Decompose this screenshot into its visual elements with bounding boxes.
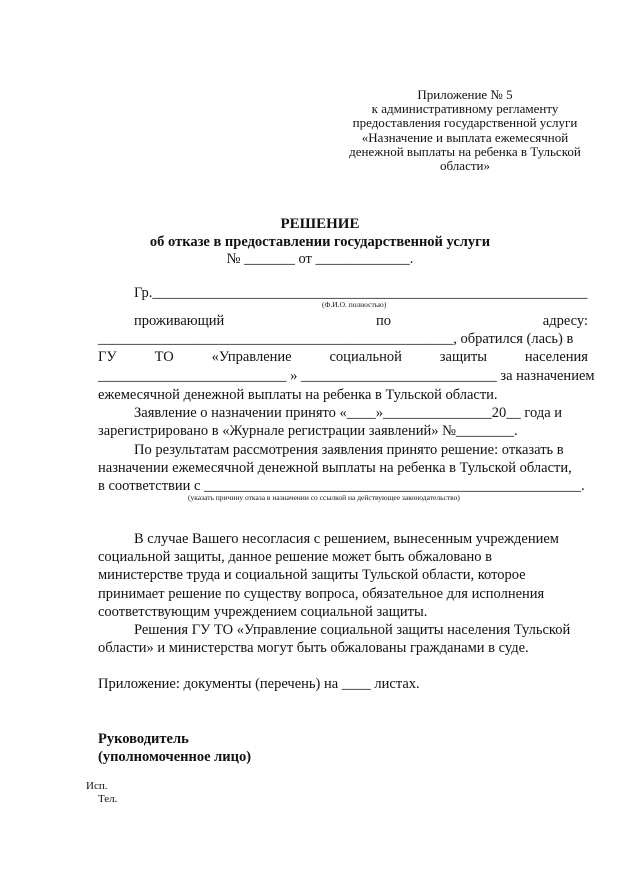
annex-line: области» [440, 158, 490, 174]
attachment-line: Приложение: документы (перечень) на ____ листах. [98, 676, 420, 692]
address-line: _________________________________________________, обратился (лась) в [98, 331, 574, 347]
agency-line [98, 348, 588, 366]
residence-word: проживающий [134, 313, 225, 329]
payment-line: ежемесячной денежной выплаты на ребенка в Тульской области. [98, 387, 498, 403]
signature-subtitle: (уполномоченное лицо) [98, 749, 252, 765]
appeal-line: министерстве труда и социальной защиты Тульской области, которое [98, 567, 526, 583]
agency-word: населения [524, 349, 588, 365]
court-line: области» и министерства могут быть обжалованы гражданами в суде. [98, 640, 529, 656]
agency-word: защиты [439, 349, 487, 365]
reason-hint: (указать причину отказа в назначении со ссылкой на действующее законодательство) [188, 493, 460, 502]
residence-word: адресу: [542, 313, 588, 329]
residence-line [134, 312, 588, 330]
agency-word: ТО [154, 349, 174, 365]
phone-label: Тел. [98, 793, 118, 805]
residence-word: по [376, 313, 392, 329]
executor-label: Исп. [86, 780, 108, 792]
annex-block [320, 88, 610, 173]
annex-line: предоставления государственной услуги [352, 115, 578, 131]
fio-hint: (Ф.И.О. полностью) [322, 300, 387, 309]
appeal-line: социальной защиты, данное решение может быть обжаловано в [98, 549, 493, 565]
agency-word: социальной [329, 349, 402, 365]
citizen-line: Гр.____________________________________________________________ [134, 285, 588, 301]
registration-line: зарегистрировано в «Журнале регистрации заявлений» №________. [98, 423, 518, 439]
signature-title: Руководитель [98, 731, 189, 747]
annex-line: к административному регламенту [371, 101, 559, 117]
appeal-line: принимает решение по существу вопроса, обязательное для исполнения [98, 586, 545, 602]
appeal-line: В случае Вашего несогласия с решением, вынесенным учреждением [134, 531, 559, 547]
document-subtitle: об отказе в предоставлении государственной услуги [149, 234, 491, 250]
annex-line: Приложение № 5 [417, 87, 513, 102]
decision-line: в соответствии с ____________________________________________________. [98, 478, 585, 494]
application-date-line: Заявление о назначении принято «____»_______________20__ года и [134, 405, 563, 421]
appeal-line: соответствующим учреждением социальной защиты. [98, 604, 428, 620]
blank-line: __________________________ » ___________________________ за назначением [98, 368, 595, 384]
number-date-line: № _______ от _____________. [226, 251, 414, 267]
annex-line: денежной выплаты на ребенка в Тульской [349, 143, 581, 159]
court-line: Решения ГУ ТО «Управление социальной защиты населения Тульской [134, 622, 571, 638]
decision-line: По результатам рассмотрения заявления принято решение: отказать в [134, 442, 564, 458]
annex-line: «Назначение и выплата ежемесячной [361, 129, 569, 145]
agency-word: ГУ [98, 349, 117, 365]
document-title: РЕШЕНИЕ [280, 216, 360, 232]
decision-line: назначении ежемесячной денежной выплаты на ребенка в Тульской области, [98, 460, 572, 476]
agency-word: «Управление [211, 349, 292, 365]
